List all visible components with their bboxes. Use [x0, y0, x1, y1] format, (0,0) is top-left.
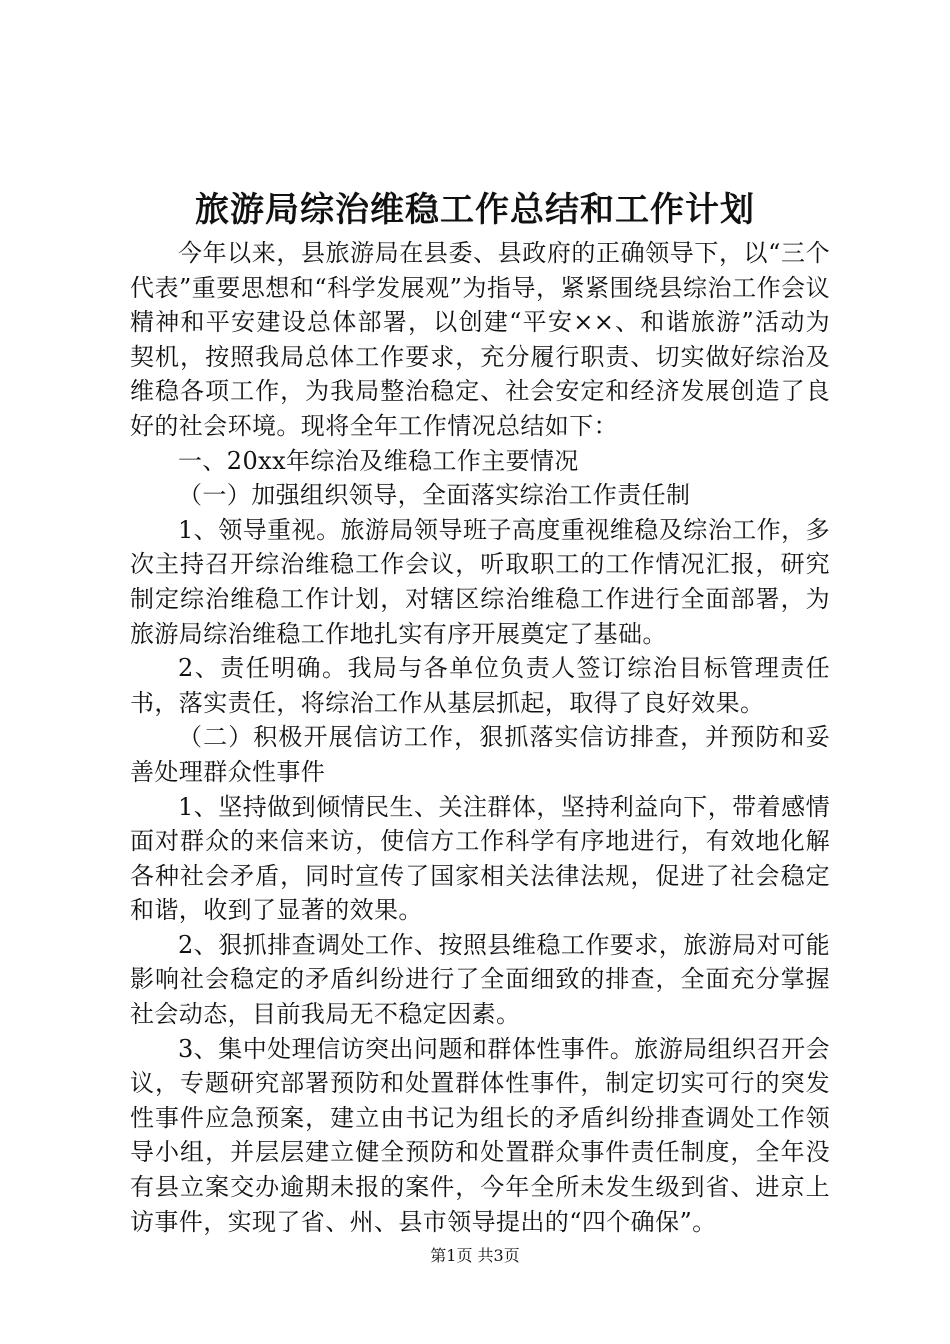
- subsection-heading-1: （一）加强组织领导，全面落实综治工作责任制: [178, 481, 691, 510]
- paragraph-investigation: 2、狠抓排查调处工作、按照县维稳工作要求，旅游局对可能影响社会稳定的矛盾纠纷进行了全面细致的排查，全面充分掌握社会动态，目前我局无不稳定因素。: [130, 930, 830, 1029]
- subsection-heading-2: （二）积极开展信访工作，狠抓落实信访排查，并预防和妥善处理群众性事件: [130, 723, 830, 786]
- paragraph-mass-incidents: 3、集中处理信访突出问题和群体性事件。旅游局组织召开会议，专题研究部署预防和处置群体性事件，制定切实可行的突发性事件应急预案，建立由书记为组长的矛盾纠纷排查调处工作领导小组，并层层建立健全预防和处置群众事件责任制度，全年没有县立案交办逾期未报的案件，今年全所未发生级到省、进京上访事件，实现了省、州、县市领导提出的“四个确保”。: [130, 1034, 830, 1236]
- document-title: 旅游局综治维稳工作总结和工作计划: [195, 190, 755, 230]
- page-footer: 第1页 共3页: [430, 1246, 520, 1265]
- paragraph-leadership: 1、领导重视。旅游局领导班子高度重视维稳及综治工作，多次主持召开综治维稳工作会议，听取职工的工作情况汇报，研究制定综治维稳工作计划，对辖区综治维稳工作进行全面部署，为旅游局综治维稳工作地扎实有序开展奠定了基础。: [130, 515, 830, 648]
- document-body: [130, 236, 830, 1239]
- section-heading-1: 一、20xx年综治及维稳工作主要情况: [178, 446, 579, 475]
- paragraph-responsibility: 2、责任明确。我局与各单位负责人签订综治目标管理责任书，落实责任，将综治工作从基层抓起，取得了良好效果。: [130, 654, 830, 717]
- paragraph-petitions: 1、坚持做到倾情民生、关注群体，坚持利益向下，带着感情面对群众的来信来访，使信方工作科学有序地进行，有效地化解各种社会矛盾，同时宣传了国家相关法律法规，促进了社会稳定和谐，收到了显著的效果。: [130, 792, 830, 925]
- paragraph-intro: 今年以来，县旅游局在县委、县政府的正确领导下，以“三个代表”重要思想和“科学发展观”为指导，紧紧围绕县综治工作会议精神和平安建设总体部署，以创建“平安××、和谐旅游”活动为契机，按照我局总体工作要求，充分履行职责、切实做好综治及维稳各项工作，为我局整治稳定、社会安定和经济发展创造了良好的社会环境。现将全年工作情况总结如下：: [130, 239, 830, 440]
